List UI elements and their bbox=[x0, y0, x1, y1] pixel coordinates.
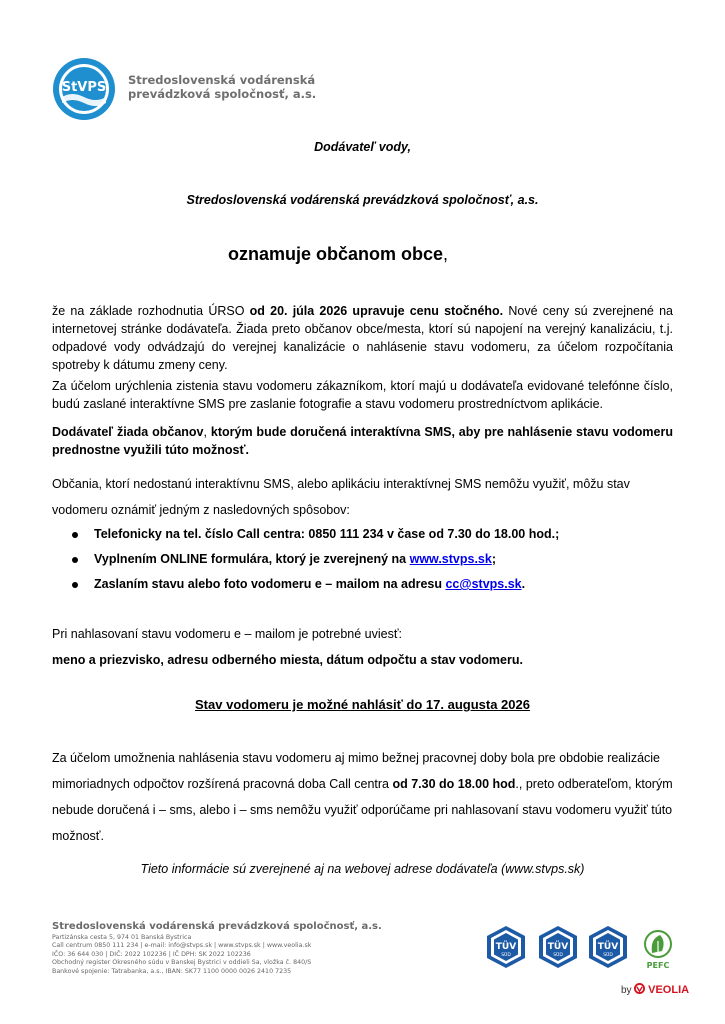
logo-text: StVPS bbox=[61, 80, 107, 95]
veolia-by-text: by bbox=[621, 985, 632, 996]
veolia-logo-icon bbox=[634, 983, 645, 994]
svg-text:TÜV: TÜV bbox=[495, 942, 517, 952]
veolia-name: VEOLIA bbox=[648, 984, 690, 996]
p1-text-a: že na základe rozhodnutia ÚRSO bbox=[52, 304, 250, 318]
footer-line: Call centrum 0850 111 234 | e-mail: info@stvps.sk | www.stvps.sk | www.veolia.sk bbox=[52, 942, 312, 950]
svg-text:SÜD: SÜD bbox=[603, 953, 613, 958]
svg-text:TÜV: TÜV bbox=[597, 942, 619, 952]
svg-text:SÜD: SÜD bbox=[501, 953, 511, 958]
tuv-certification-icon bbox=[587, 925, 629, 969]
footer-company-name: Stredoslovenská vodárenská prevádzková spoločnosť, a.s. bbox=[52, 921, 382, 932]
stvps-logo bbox=[52, 57, 116, 121]
email-link[interactable]: cc@stvps.sk bbox=[445, 577, 522, 591]
bullet-email-end: . bbox=[521, 577, 526, 591]
paragraph-decision bbox=[52, 302, 673, 374]
p7-text-c: ., preto odberateľom, ktorým nebude doručená i – sms, alebo i – sms nemôžu využiť odporúčame pri nahlasovaní stavu vodomeru využiť túto možnosť. bbox=[52, 777, 673, 843]
list-item-phone bbox=[72, 527, 559, 552]
paragraph-extended-hours bbox=[52, 745, 673, 849]
bullet-phone-text: Telefonicky na tel. číslo Call centra: 0850 111 234 v čase od 7.30 do 18.00 hod.; bbox=[94, 527, 560, 541]
announcement-title bbox=[228, 244, 448, 265]
footer-contact-block bbox=[52, 934, 311, 976]
announcement-text: oznamuje občanom obce bbox=[228, 244, 444, 264]
svg-text:TÜV: TÜV bbox=[547, 942, 569, 952]
p3-sep: , bbox=[203, 425, 211, 439]
footer-line: Partizánska cesta 5, 974 01 Banská Bystrica bbox=[52, 934, 192, 941]
p7-text-a: Za účelom umožnenia nahlásenia stavu vodomeru aj mimo bežnej pracovnej doby bola pre obdobie realizácie mimoriadnych odpočtov rozšírená pracovná doba Call centra bbox=[52, 751, 660, 791]
svg-text:SÜD: SÜD bbox=[553, 953, 563, 958]
paragraph-request bbox=[52, 423, 673, 459]
p1-text-c: Nové ceny sú zverejnené na internetovej stránke dodávateľa. Žiada preto občanov obce/mesta, ktorí sú napojení na verejný kanalizáciu, t.j. odpadové vody odvádzajú do verejnej kanalizácie o nahlásenie stavu vodomeru, za účelom rozpočítania spotreby k dátumu zmeny ceny. bbox=[52, 304, 673, 372]
announcement-comma: , bbox=[443, 244, 449, 264]
bullet-icon bbox=[72, 557, 78, 563]
company-name-line2: prevádzková spoločnosť, a.s. bbox=[128, 87, 317, 101]
paragraph-alternatives: Občania, ktorí nedostanú interaktívnu SMS, alebo aplikáciu interaktívnej SMS nemôžu využiť, môžu stav vodomeru oznámiť jedným z nasledovných spôsobov: bbox=[52, 477, 630, 517]
footer-line: Obchodný register Okresného súdu v Banskej Bystrici v oddieli Sa, vložka č. 840/S bbox=[52, 959, 312, 967]
tuv-certification-icon bbox=[485, 925, 527, 969]
bullet-email-text: Zaslaním stavu alebo foto vodomeru e – mailom na adresu bbox=[94, 577, 446, 591]
footer-note: Tieto informácie sú zverejnené aj na webovej adrese dodávateľa (www.stvps.sk) bbox=[140, 862, 585, 876]
list-item-email bbox=[72, 577, 559, 602]
p7-hours-bold: od 7.30 do 18.00 hod bbox=[392, 777, 516, 791]
paragraph-email-requirements: Pri nahlasovaní stavu vodomeru e – mailom je potrebné uviesť: bbox=[52, 627, 403, 641]
p1-date-bold: od 20. júla 2026 upravuje cenu stočného. bbox=[249, 304, 504, 318]
list-item-online bbox=[72, 552, 559, 577]
footer-line: IČO: 36 644 030 | DIČ: 2022 102236 | IČ DPH: SK 2022 102236 bbox=[52, 950, 251, 958]
intro-company: Stredoslovenská vodárenská prevádzková spoločnosť, a.s. bbox=[186, 193, 539, 207]
bullet-icon bbox=[72, 582, 78, 588]
company-header bbox=[128, 73, 316, 101]
bullet-online-text: Vyplnením ONLINE formulára, ktorý je zverejnený na bbox=[94, 552, 410, 566]
pefc-certification-icon bbox=[638, 929, 678, 971]
contact-methods-list bbox=[72, 527, 559, 602]
veolia-brand bbox=[621, 983, 689, 996]
paragraph-required-fields: meno a priezvisko, adresu odberného miesta, dátum odpočtu a stav vodomeru. bbox=[52, 653, 523, 667]
tuv-certification-icon bbox=[537, 925, 579, 969]
p3-text-c: ktorým bude doručená interaktívna SMS, aby pre nahlásenie stavu vodomeru prednostne využili túto možnosť. bbox=[52, 425, 673, 457]
deadline-heading: Stav vodomeru je možné nahlásiť do 17. augusta 2026 bbox=[195, 697, 530, 712]
p3-text-a: Dodávateľ žiada občanov bbox=[52, 425, 204, 439]
website-link[interactable]: www.stvps.sk bbox=[409, 552, 492, 566]
paragraph-sms: Za účelom urýchlenia zistenia stavu vodomeru zákazníkom, ktorí majú u dodávateľa evidované telefónne číslo, budú zaslané interaktívne SMS pre zaslanie fotografie a stavu vodomeru prostredníctvom aplikácie. bbox=[52, 379, 673, 411]
company-name-line1: Stredoslovenská vodárenská bbox=[128, 73, 316, 87]
footer-line: Bankové spojenie: Tatrabanka, a.s., IBAN: SK77 1100 0000 0026 2410 7235 bbox=[52, 967, 292, 975]
bullet-icon bbox=[72, 532, 78, 538]
intro-supplier: Dodávateľ vody, bbox=[314, 140, 411, 154]
bullet-online-end: ; bbox=[491, 552, 496, 566]
svg-text:PEFC: PEFC bbox=[646, 961, 670, 970]
